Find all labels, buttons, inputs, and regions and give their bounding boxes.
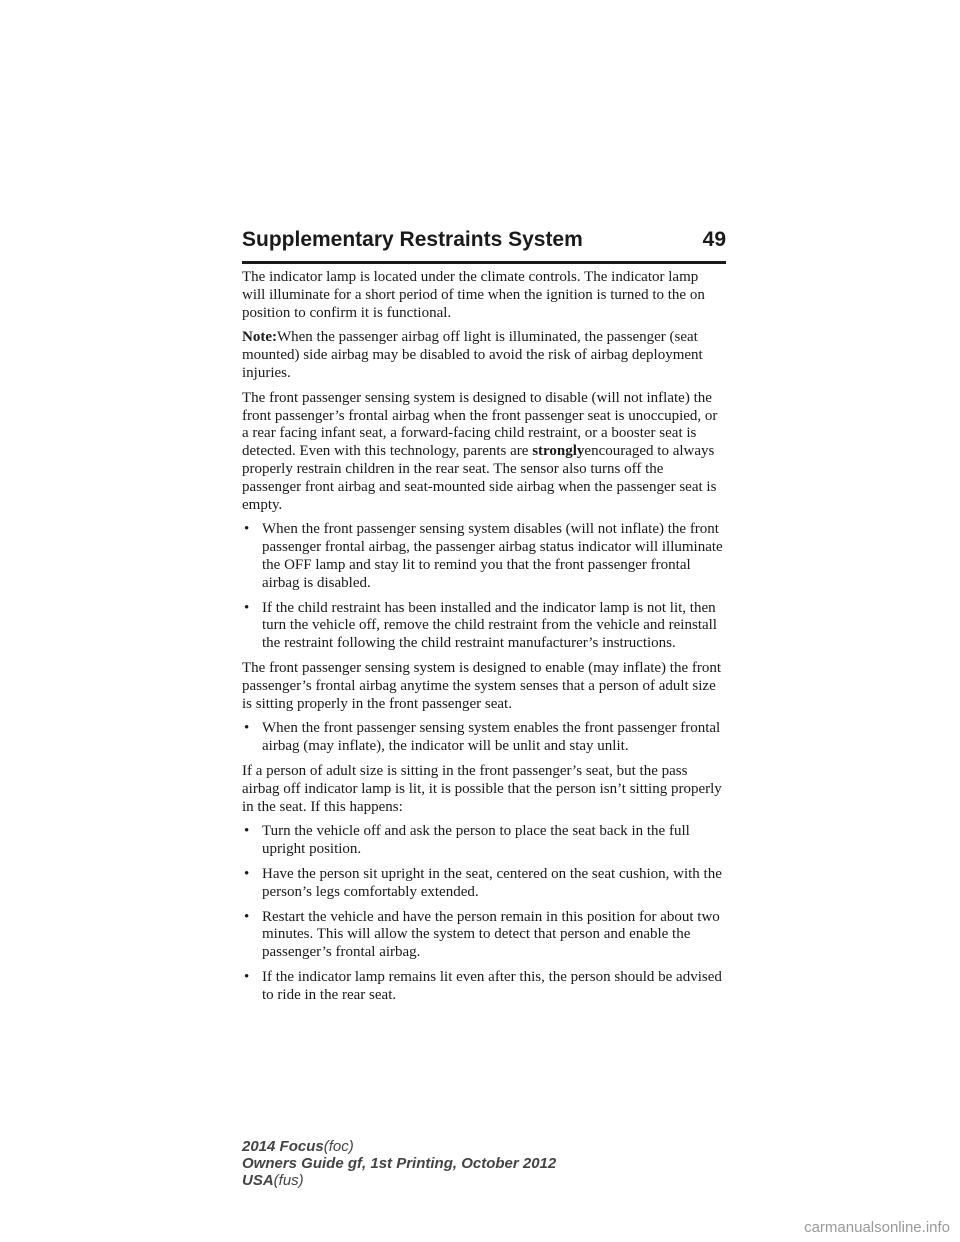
footer-market-line (242, 1172, 556, 1189)
note-label: Note: (242, 329, 277, 346)
bullet-icon: • (244, 599, 250, 616)
header-divider (242, 261, 726, 264)
list-item-text: If the child restraint has been installed and the indicator lamp is not lit, then turn the vehicle off, remove the child restraint from the vehicle and reinstall the restraint following the child restraint manufacturer’s instructions. (262, 599, 717, 652)
bullet-list-enable (242, 720, 724, 756)
footer-market-code: (fus) (273, 1172, 304, 1189)
paragraph-adult-sitting: If a person of adult size is sitting in the front passenger’s seat, but the pass airbag off indicator lamp is lit, it is possible that the person isn’t sitting properly in the seat. If this happens: (242, 762, 722, 815)
bullet-icon: • (244, 720, 250, 737)
footer-model: 2014 Focus (242, 1138, 324, 1155)
footer-model-line (242, 1138, 556, 1155)
watermark-text: carmanualsonline.info (804, 1219, 950, 1236)
list-item-text: When the front passenger sensing system enables the front passenger frontal airbag (may inflate), the indicator will be unlit and stay unlit. (262, 720, 721, 755)
footer-model-code: (foc) (323, 1138, 354, 1155)
bullet-list-steps (242, 823, 724, 1004)
bullet-icon: • (244, 521, 250, 538)
page-number: 49 (702, 228, 726, 251)
list-item (242, 823, 724, 859)
list-item (242, 866, 724, 902)
list-item (242, 720, 724, 756)
paragraph-sensing-disable-part2: encouraged to always properly restrain children in the rear seat. The sensor also turns off the passenger front airbag and seat-mounted side airbag when the passenger seat is empty. (242, 443, 717, 513)
emphasis-strongly: strongly (532, 443, 585, 460)
paragraph-indicator-lamp: The indicator lamp is located under the climate controls. The indicator lamp will illuminate for a short period of time when the ignition is turned to the on position to confirm it is functional. (242, 269, 705, 321)
footer-printing-line: Owners Guide gf, 1st Printing, October 2012 (242, 1155, 557, 1172)
list-item (242, 600, 724, 653)
note-paragraph (242, 329, 724, 382)
note-text: When the passenger airbag off light is illuminated, the passenger (seat mounted) side airbag may be disabled to avoid the risk of airbag deployment injuries. (242, 329, 703, 381)
list-item (242, 969, 724, 1005)
footer-market: USA (242, 1172, 274, 1189)
list-item (242, 909, 724, 962)
bullet-icon: • (244, 908, 250, 925)
list-item-text: Restart the vehicle and have the person remain in this position for about two minutes. This will allow the system to detect that person and enable the passenger’s frontal airbag. (262, 908, 720, 961)
paragraph-sensing-enable: The front passenger sensing system is designed to enable (may inflate) the front passenger’s frontal airbag anytime the system senses that a person of adult size is sitting properly in the front passenger seat. (242, 659, 722, 712)
bullet-icon: • (244, 865, 250, 882)
list-item-text: Turn the vehicle off and ask the person to place the seat back in the full upright position. (262, 823, 690, 858)
list-item-text: Have the person sit upright in the seat, centered on the seat cushion, with the person’s legs comfortably extended. (262, 865, 722, 900)
list-item (242, 521, 724, 592)
bullet-icon: • (244, 968, 250, 985)
section-title: Supplementary Restraints System (242, 228, 583, 251)
bullet-list-disable (242, 521, 724, 653)
list-item-text: When the front passenger sensing system disables (will not inflate) the front passenger frontal airbag, the passenger airbag status indicator will illuminate the OFF lamp and stay lit to remind you that the front passenger frontal airbag is disabled. (262, 521, 723, 591)
page-footer (242, 1138, 556, 1189)
page-header (242, 228, 726, 262)
paragraph-sensing-disable-part1: The front passenger sensing system is designed to disable (will not inflate) the front passenger’s frontal airbag when the front passenger seat is unoccupied, or a rear facing infant seat, a forward-facing child restraint, or a booster seat is detected. Even with this technology, parents are (242, 389, 718, 460)
list-item-text: If the indicator lamp remains lit even after this, the person should be advised to ride in the rear seat. (262, 968, 722, 1003)
bullet-icon: • (244, 823, 250, 840)
paragraph-sensing-disable (242, 390, 724, 515)
body-text (242, 269, 724, 1011)
